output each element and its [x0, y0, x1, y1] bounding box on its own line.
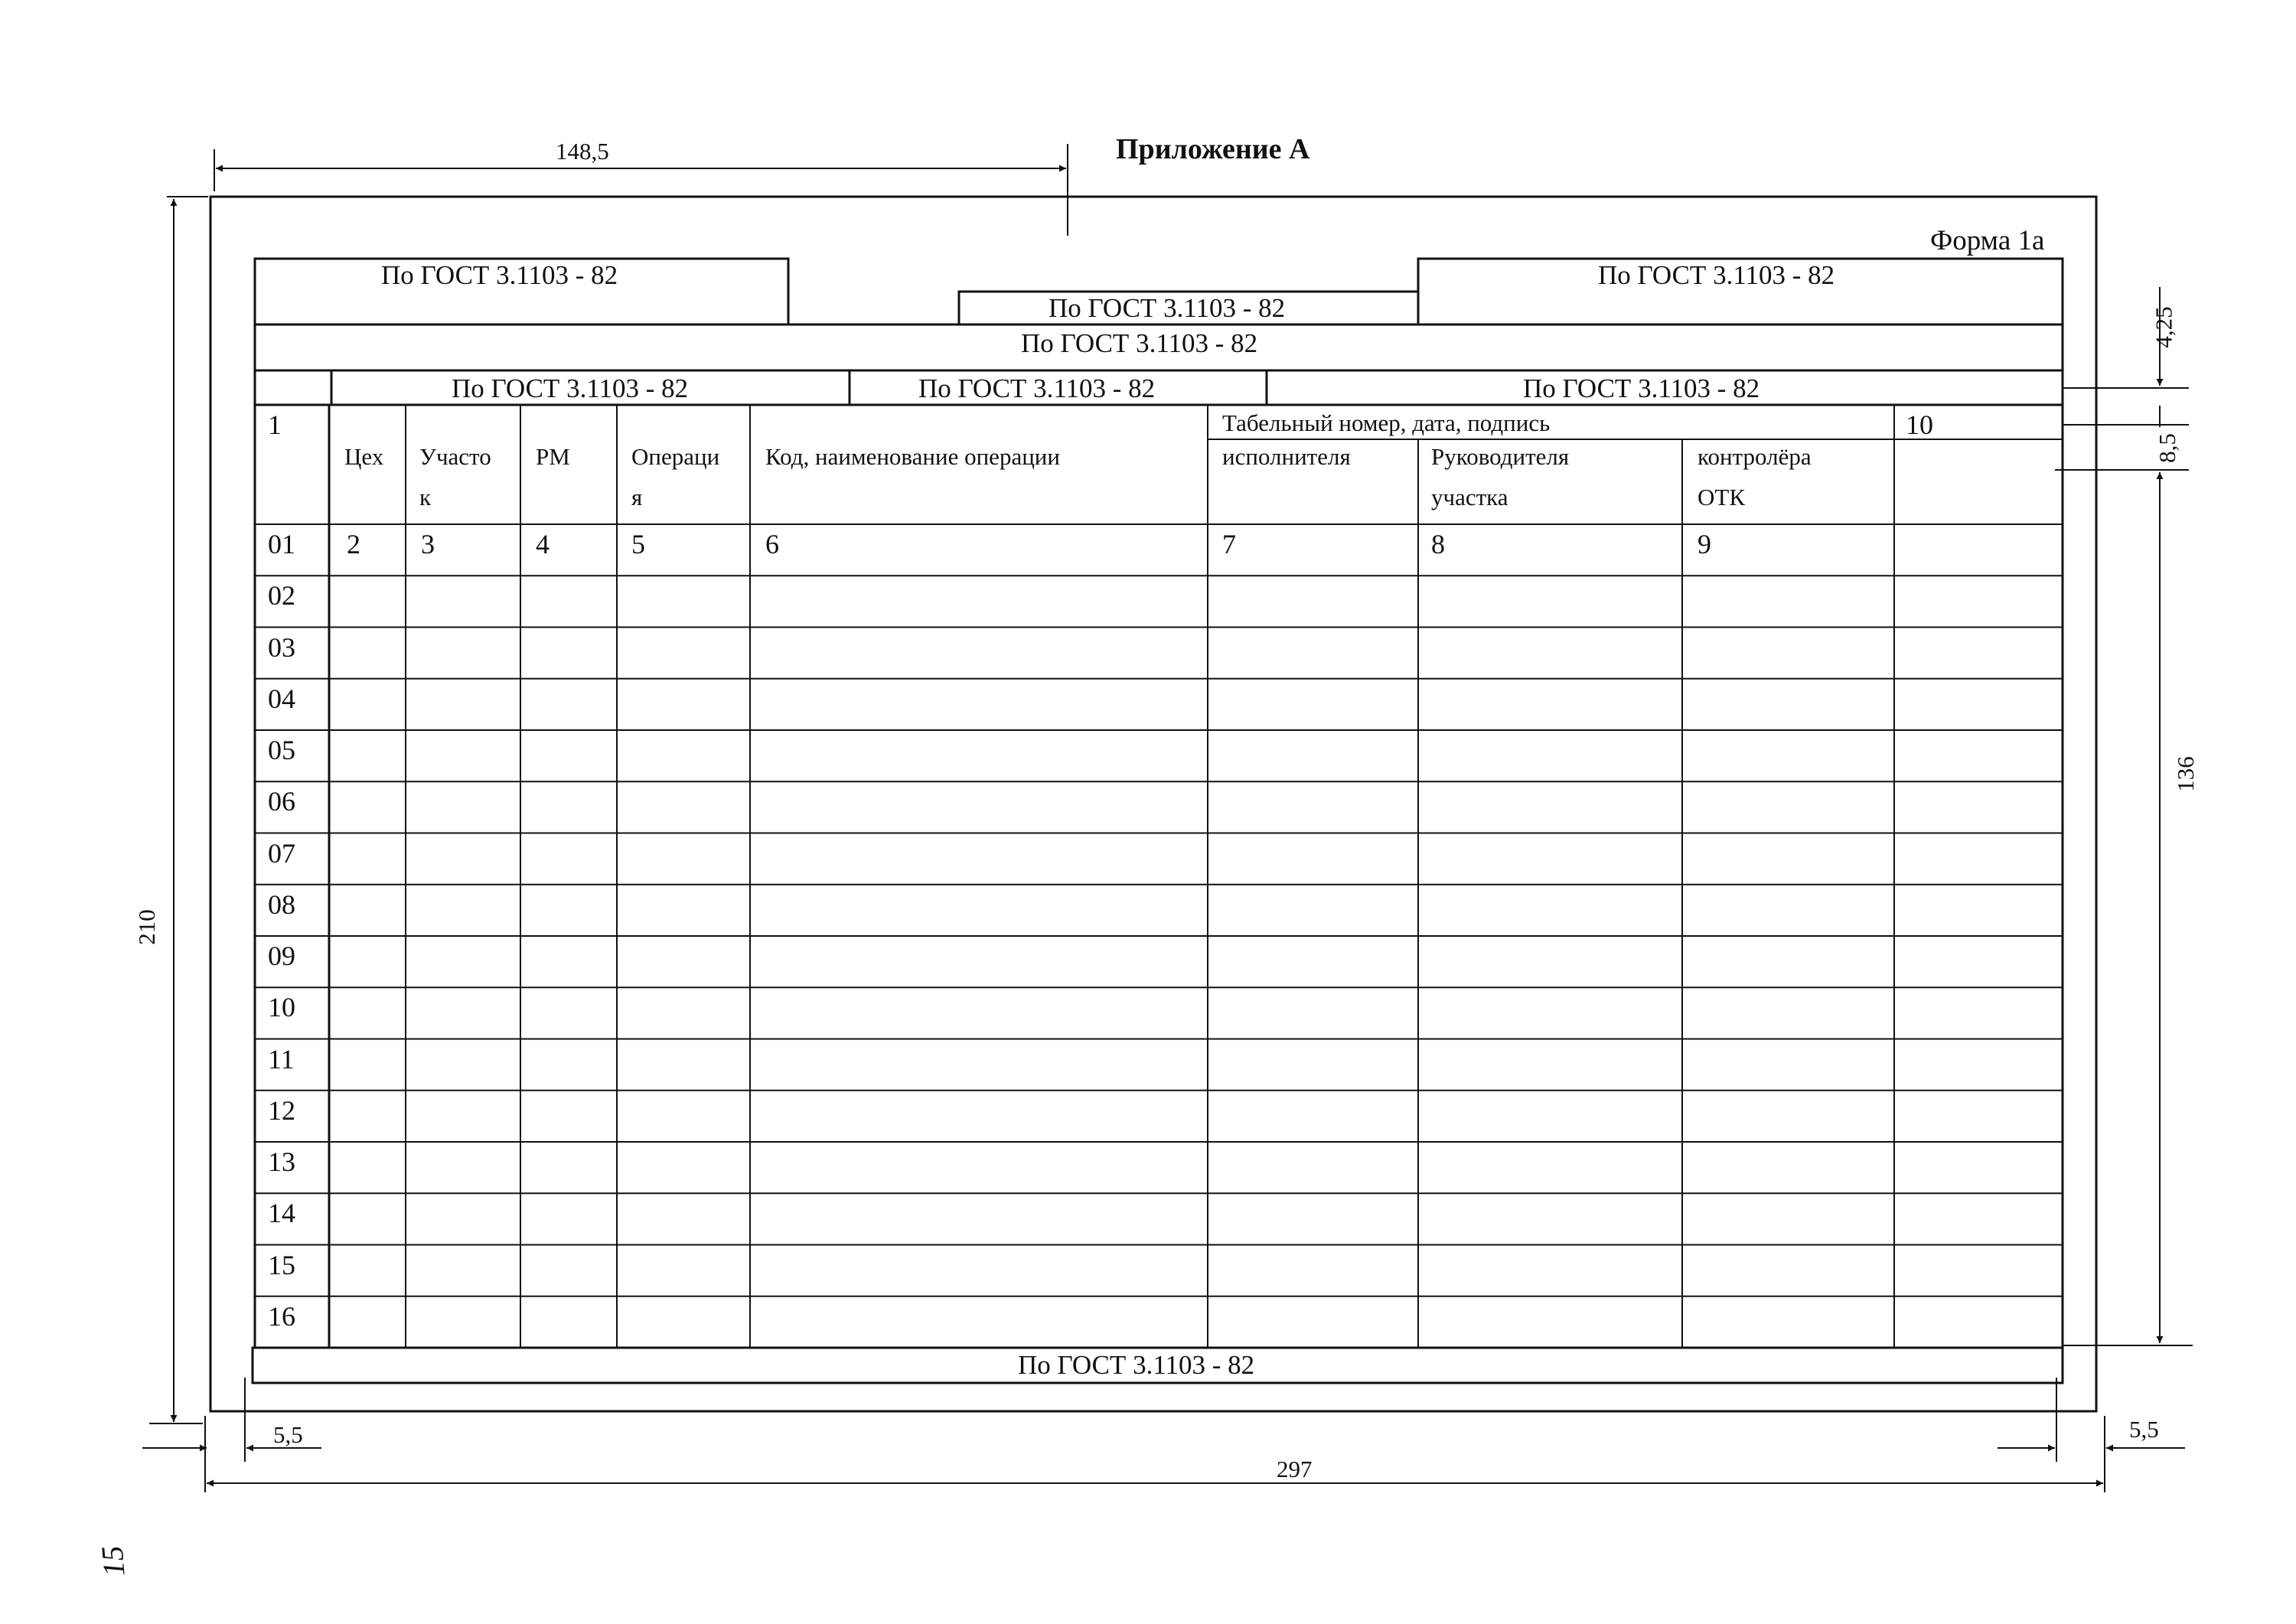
col-number-4: 4	[536, 529, 550, 559]
header-ceh: Цех	[344, 443, 384, 470]
dim-body-height: 136	[2171, 756, 2199, 792]
row-number: 09	[268, 941, 295, 971]
col-number-9: 9	[1698, 529, 1711, 559]
dim-full-height: 210	[132, 909, 160, 945]
header-rm: РМ	[536, 443, 570, 470]
row-number: 12	[268, 1094, 295, 1126]
row-number: 08	[268, 889, 295, 920]
header-qc-controller-2: ОТК	[1698, 484, 1745, 510]
row-number: 14	[268, 1198, 295, 1229]
row-number: 07	[268, 837, 295, 869]
dim-half-width: 148,5	[556, 138, 609, 165]
header-no: 1	[268, 409, 282, 440]
header-col10-number: 10	[1906, 409, 1933, 440]
gost-ref-row-a: По ГОСТ 3.1103 - 82	[452, 373, 689, 403]
col-number-3: 3	[421, 529, 435, 559]
header-qc-controller-1: контролёра	[1698, 443, 1812, 470]
dim-row-h-2: 8,5	[2153, 433, 2180, 463]
col-number-6: 6	[765, 529, 779, 559]
col-number-5: 5	[631, 529, 645, 559]
header-uchastok-2: к	[419, 484, 432, 510]
gost-ref-band: По ГОСТ 3.1103 - 82	[1021, 328, 1258, 358]
header-uchastok-1: Участо	[419, 443, 491, 470]
gost-ref-top-right: По ГОСТ 3.1103 - 82	[1598, 260, 1835, 290]
dim-margin-right: 5,5	[2129, 1416, 2159, 1443]
col-number-8: 8	[1431, 529, 1445, 559]
row-number: 11	[268, 1043, 295, 1075]
dim-full-width: 297	[1277, 1456, 1313, 1482]
page-title: Приложение А	[1116, 133, 1310, 165]
header-operation-2: я	[631, 484, 643, 510]
row-number: 16	[268, 1300, 295, 1332]
header-operation-code: Код, наименование операции	[765, 443, 1060, 470]
row-number: 05	[268, 735, 295, 765]
main-table-outline	[255, 324, 2063, 1348]
gost-ref-top-center: По ГОСТ 3.1103 - 82	[1049, 293, 1286, 323]
row-number: 06	[268, 786, 295, 817]
header-signature-group: Табельный номер, дата, подпись	[1222, 409, 1551, 436]
gost-ref-row-c: По ГОСТ 3.1103 - 82	[1523, 373, 1760, 403]
page-note: 15	[94, 1544, 132, 1578]
gost-ref-row-b: По ГОСТ 3.1103 - 82	[918, 373, 1156, 403]
gost-ref-footer: По ГОСТ 3.1103 - 82	[1018, 1350, 1255, 1380]
row-number: 02	[268, 580, 295, 611]
form-label: Форма 1а	[1930, 225, 2045, 256]
row-number: 01	[268, 529, 295, 559]
col-number-7: 7	[1222, 529, 1236, 559]
gost-ref-top-left: По ГОСТ 3.1103 - 82	[381, 260, 618, 290]
row-number: 13	[268, 1146, 295, 1177]
col-number-2: 2	[347, 529, 360, 559]
header-executor: исполнителя	[1222, 443, 1351, 470]
row-number: 04	[268, 683, 295, 714]
row-number: 03	[268, 631, 295, 663]
header-section-head-2: участка	[1431, 484, 1508, 510]
row-number: 15	[268, 1249, 295, 1280]
dim-row-h-1: 4,25	[2150, 306, 2177, 348]
dim-margin-left: 5,5	[273, 1421, 303, 1448]
header-operation-1: Операци	[631, 443, 720, 470]
row-number: 10	[268, 992, 295, 1023]
header-section-head-1: Руководителя	[1431, 443, 1570, 470]
